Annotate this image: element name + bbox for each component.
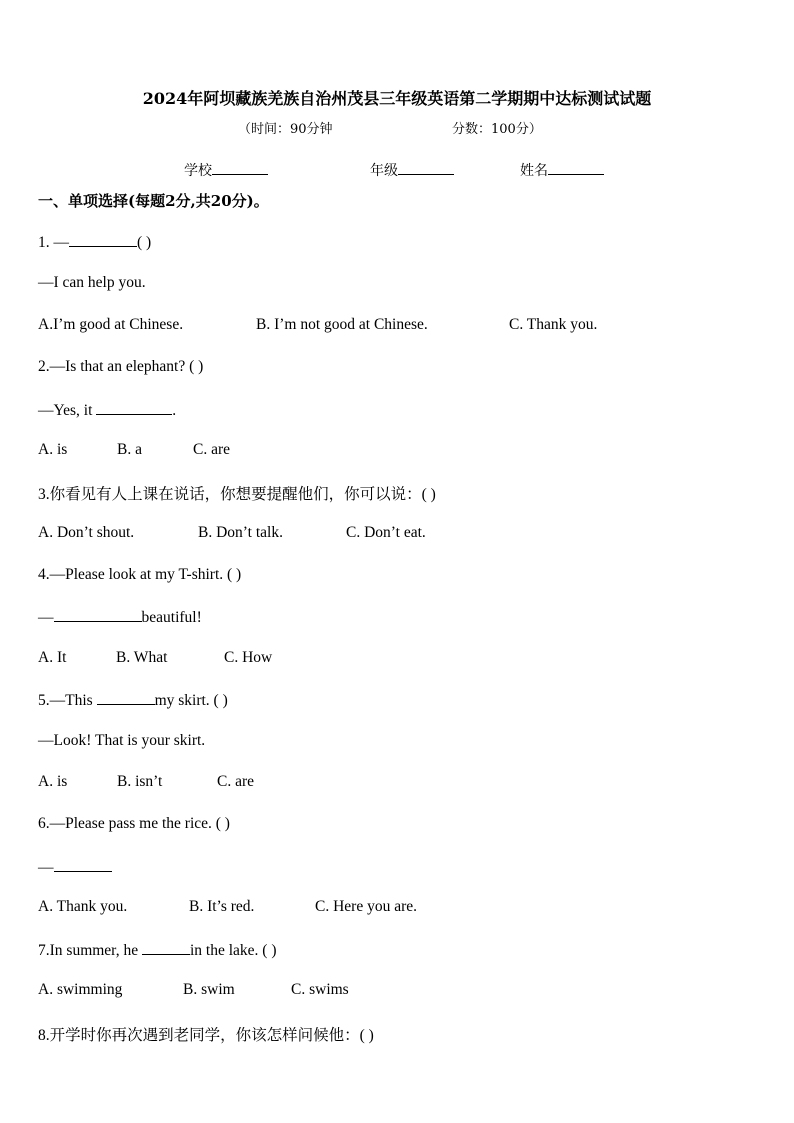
option-a[interactable]: A. is	[38, 773, 68, 790]
question-4-dash: —	[38, 609, 54, 626]
question-2-stem: 2.—Is that an elephant? ( )	[38, 358, 204, 375]
question-5-prefix: 5.—This	[38, 692, 93, 709]
question-5-blank[interactable]	[97, 690, 155, 705]
question-3-stem: 3.你看见有人上课在说话，你想要提醒他们，你可以说：( )	[38, 486, 436, 503]
question-8-stem: 8.开学时你再次遇到老同学，你该怎样问候他：( )	[38, 1027, 374, 1044]
option-b[interactable]: B. Don’t talk.	[198, 524, 283, 541]
question-7-stem	[38, 940, 277, 960]
grade-blank[interactable]	[398, 160, 454, 175]
question-4-reply-text: beautiful!	[141, 609, 202, 626]
grade-label: 年级	[370, 163, 398, 179]
question-5-options	[38, 773, 254, 791]
option-b[interactable]: B. It’s red.	[189, 898, 255, 915]
school-blank[interactable]	[212, 160, 268, 175]
question-6-blank[interactable]	[54, 857, 112, 872]
question-2-options	[38, 441, 230, 459]
question-1-options	[38, 316, 597, 334]
question-1-stem	[38, 232, 151, 252]
school-label: 学校	[184, 163, 212, 179]
option-c[interactable]: C. Here you are.	[315, 898, 417, 915]
question-7-options	[38, 981, 349, 999]
question-1-prefix: 1. —	[38, 234, 69, 251]
question-5-stem	[38, 690, 228, 710]
option-b[interactable]: B. isn’t	[117, 773, 163, 790]
option-a[interactable]: A. It	[38, 649, 67, 666]
name-field	[520, 160, 604, 180]
option-c[interactable]: C. are	[217, 773, 255, 790]
question-4-blank[interactable]	[54, 607, 142, 622]
question-6-reply	[38, 857, 112, 877]
total-score: 分数：100分）	[452, 122, 542, 137]
option-c[interactable]: C. Don’t eat.	[346, 524, 426, 541]
option-a[interactable]: A. swimming	[38, 981, 123, 998]
question-3-options	[38, 524, 426, 542]
question-7-suffix: in the lake. ( )	[189, 942, 277, 959]
option-a[interactable]: A. is	[38, 441, 68, 458]
question-5-suffix: my skirt. ( )	[154, 692, 228, 709]
question-7-prefix: 7.In summer, he	[38, 942, 139, 959]
question-1-blank[interactable]	[69, 232, 137, 247]
question-1-reply: —I can help you.	[38, 274, 146, 291]
section-title: 一、单项选择(每题2分,共20分)。	[38, 192, 269, 210]
question-6-stem: 6.—Please pass me the rice. ( )	[38, 815, 230, 832]
option-b[interactable]: B. a	[117, 441, 142, 458]
question-4-reply	[38, 607, 202, 627]
option-b[interactable]: B. I’m not good at Chinese.	[256, 316, 428, 333]
option-a[interactable]: A. Don’t shout.	[38, 524, 135, 541]
option-c[interactable]: C. How	[224, 649, 273, 666]
question-4-stem: 4.—Please look at my T-shirt. ( )	[38, 566, 242, 583]
option-a[interactable]: A.I’m good at Chinese.	[38, 316, 184, 333]
question-2-reply	[38, 400, 176, 420]
page-title: 2024年阿坝藏族羌族自治州茂县三年级英语第二学期期中达标测试试题	[142, 89, 652, 108]
question-6-dash: —	[38, 859, 54, 876]
question-5-reply: —Look! That is your skirt.	[38, 732, 206, 749]
question-2-blank[interactable]	[96, 400, 172, 415]
grade-field	[370, 160, 454, 180]
question-2-reply-text: —Yes, it	[38, 402, 93, 419]
question-6-options	[38, 898, 417, 916]
option-c[interactable]: C. swims	[291, 981, 349, 998]
question-4-options	[38, 649, 272, 667]
time-limit: （时间：90分钟	[238, 122, 333, 137]
option-b[interactable]: B. What	[116, 649, 168, 666]
option-c[interactable]: C. Thank you.	[509, 316, 598, 333]
question-7-blank[interactable]	[142, 940, 190, 955]
answer-paren[interactable]: ( )	[137, 234, 152, 251]
name-blank[interactable]	[548, 160, 604, 175]
school-field	[184, 160, 268, 180]
option-c[interactable]: C. are	[193, 441, 231, 458]
question-2-period: .	[172, 402, 177, 419]
name-label: 姓名	[520, 163, 548, 179]
option-b[interactable]: B. swim	[183, 981, 235, 998]
option-a[interactable]: A. Thank you.	[38, 898, 128, 915]
